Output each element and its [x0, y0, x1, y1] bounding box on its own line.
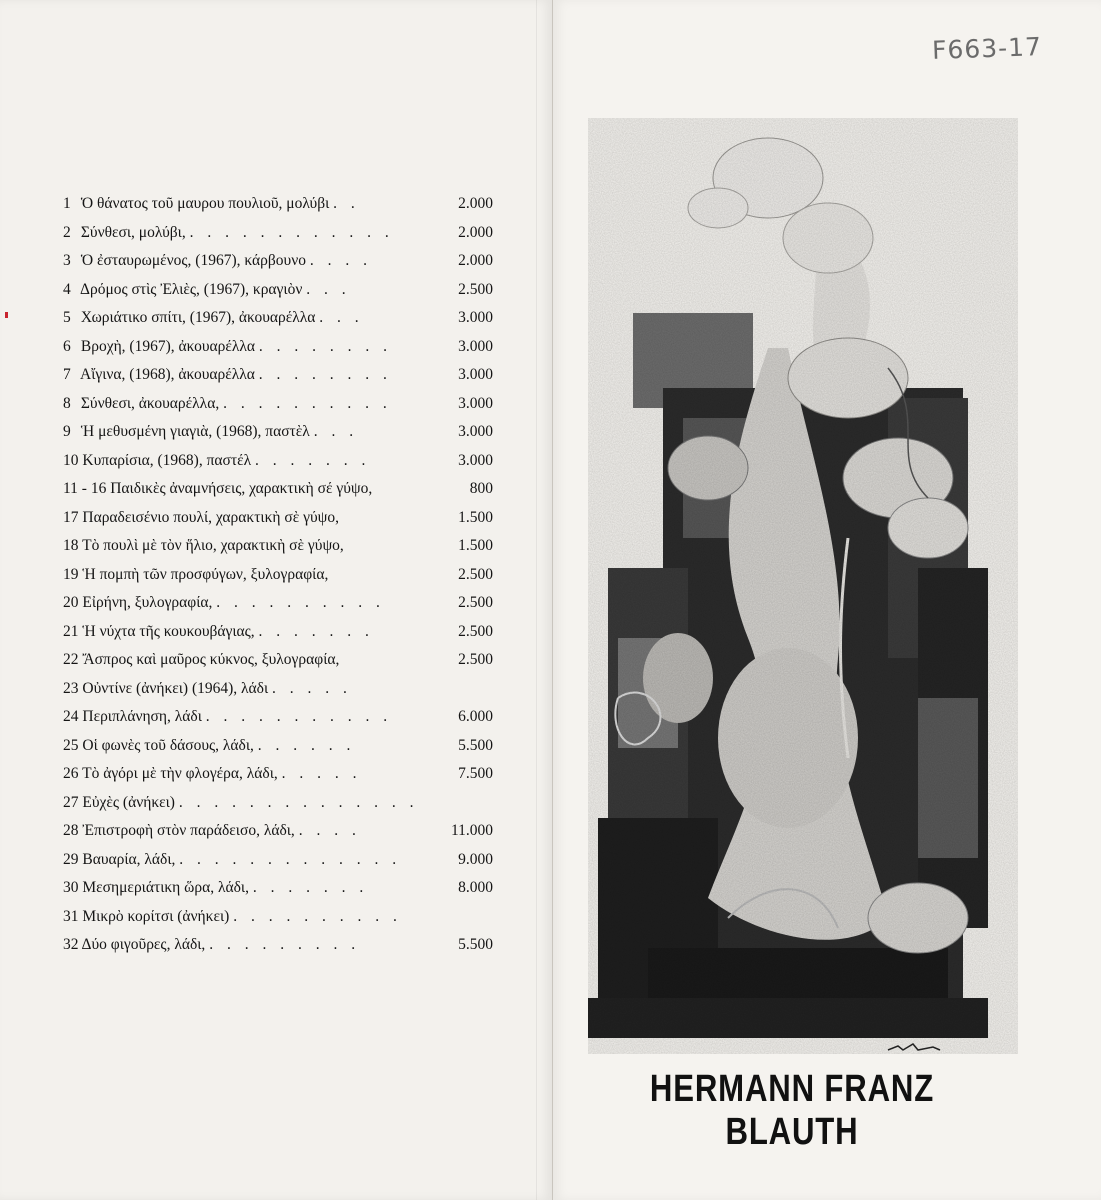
entry-title: Ἐπιστροφὴ στὸν παράδεισο, λάδι,	[82, 822, 295, 839]
entry-number: 25	[63, 736, 79, 754]
works-list	[63, 190, 493, 960]
entry-leader-dots: . . .	[306, 280, 351, 298]
entry-leader-dots: . . . . . . . .	[258, 366, 392, 383]
entry-price: 1.500	[458, 537, 493, 554]
catalog-entry	[63, 532, 493, 561]
entry-price: 3.000	[458, 451, 493, 469]
entry-leader-dots: . . . .	[309, 252, 372, 269]
entry-price: 8.000	[458, 879, 493, 896]
catalog-entry	[63, 247, 493, 276]
entry-title: Οὐντίνε (ἀνήκει) (1964), λάδι	[82, 679, 269, 697]
entry-title: Κυπαρίσια, (1968), παστέλ	[82, 451, 252, 469]
entry-title: Δρόμος στὶς Ἐλιὲς, (1967), κραγιὸν	[80, 280, 303, 298]
entry-number: 2	[63, 223, 71, 241]
entry-leader-dots: . . . . . . . . .	[209, 936, 361, 953]
entry-leader-dots: . . . . . . .	[258, 622, 374, 640]
catalog-entry	[63, 447, 493, 476]
entry-price: 2.500	[458, 280, 493, 298]
entry-title: Ὁ ἐσταυρωμένος, (1967), κάρβουνο	[80, 252, 306, 269]
entry-number: 10	[63, 451, 79, 469]
entry-title: Παραδεισένιο πουλί, χαρακτικὴ σὲ γύψο,	[82, 508, 339, 526]
entry-title: Σύνθεσι, μολύβι,	[80, 223, 186, 241]
entry-price: 2.500	[458, 594, 493, 611]
entry-price: 2.500	[458, 622, 493, 640]
entry-leader-dots: . . . . . . . . . .	[223, 394, 392, 412]
entry-number: 9	[63, 423, 71, 440]
entry-number: 19	[63, 565, 79, 583]
entry-number: 11 - 16	[63, 480, 107, 497]
entry-title: Περιπλάνηση, λάδι	[82, 708, 202, 725]
entry-leader-dots: . . . . . . . . . . . .	[189, 223, 394, 241]
entry-title: Ἄσπρος καὶ μαῦρος κύκνος, ξυλογραφία,	[82, 651, 340, 668]
catalog-entry	[63, 817, 493, 846]
entry-leader-dots: . . . . . . . . . . .	[205, 708, 393, 725]
entry-leader-dots: . . .	[313, 423, 359, 440]
catalog-entry	[63, 475, 493, 504]
entry-number: 4	[63, 280, 71, 298]
catalog-entry	[63, 418, 493, 447]
entry-leader-dots: . .	[333, 195, 360, 212]
entry-title: Ἡ νύχτα τῆς κουκουβάγιας,	[82, 622, 255, 640]
entry-title: Τὸ ἀγόρι μὲ τὴν φλογέρα, λάδι,	[82, 765, 278, 782]
archive-code: F663-17	[931, 32, 1043, 65]
entry-price: 3.000	[458, 309, 493, 326]
entry-title: Δύο φιγοῦρες, λάδι,	[81, 936, 206, 953]
entry-leader-dots: . . . . . . . . . .	[233, 907, 402, 925]
entry-number: 6	[63, 337, 71, 355]
entry-title: Μεσημεριάτικη ὥρα, λάδι,	[82, 879, 249, 896]
entry-price: 2.000	[458, 195, 493, 212]
entry-price: 800	[469, 480, 493, 497]
entry-number: 21	[63, 622, 79, 640]
entry-price: 5.500	[458, 936, 493, 953]
entry-leader-dots: . . . . .	[281, 765, 362, 782]
entry-title: Εὐχὲς (ἀνήκει)	[82, 793, 175, 811]
entry-leader-dots: . . . .	[298, 822, 361, 839]
catalog-entry	[63, 874, 493, 903]
cover-artwork	[588, 118, 1018, 1054]
entry-number: 5	[63, 309, 71, 326]
entry-price: 3.000	[458, 394, 493, 412]
catalog-entry	[63, 589, 493, 618]
entry-title: Σύνθεσι, ἀκουαρέλλα,	[80, 394, 220, 412]
entry-title: Βαυαρία, λάδι,	[82, 850, 176, 868]
catalog-entry	[63, 276, 493, 305]
entry-number: 28	[63, 822, 79, 839]
entry-title: Παιδικὲς ἀναμνήσεις, χαρακτικὴ σέ γύψο,	[110, 480, 373, 497]
entry-title: Τὸ πουλὶ μὲ τὸν ἥλιο, χαρακτικὴ σὲ γύψο,	[82, 537, 344, 554]
entry-leader-dots: . . . . . . . . . . . . .	[179, 850, 402, 868]
entry-price: 2.000	[458, 252, 493, 269]
left-panel-crease	[536, 0, 537, 1200]
catalog-entry	[63, 732, 493, 761]
entry-price: 9.000	[458, 850, 493, 868]
entry-title: Ὁ θάνατος τοῦ μαυρου πουλιοῦ, μολύβι	[80, 195, 330, 212]
entry-price: 2.000	[458, 223, 493, 241]
catalog-entry	[63, 561, 493, 590]
entry-leader-dots: . . .	[319, 309, 364, 326]
catalog-entry	[63, 760, 493, 789]
entry-price: 3.000	[458, 423, 493, 440]
catalog-entry	[63, 675, 493, 704]
catalog-entry	[63, 304, 493, 333]
entry-price: 3.000	[458, 337, 493, 355]
entry-number: 7	[63, 366, 71, 383]
catalog-entry	[63, 646, 493, 675]
entry-number: 30	[63, 879, 79, 896]
entry-number: 31	[63, 907, 79, 925]
entry-title: Ἡ μεθυσμένη γιαγιὰ, (1968), παστὲλ	[80, 423, 310, 440]
catalog-entry	[63, 190, 493, 219]
entry-price: 6.000	[458, 708, 493, 725]
entry-title: Βροχὴ, (1967), ἀκουαρέλλα	[80, 337, 256, 355]
entry-leader-dots: . . . . . . .	[252, 879, 369, 896]
entry-number: 22	[63, 651, 79, 668]
entry-number: 3	[63, 252, 71, 269]
catalog-entry	[63, 789, 493, 818]
entry-number: 29	[63, 850, 79, 868]
entry-price: 3.000	[458, 366, 493, 383]
catalog-entry	[63, 846, 493, 875]
entry-leader-dots: . . . . . . . . . . . . . .	[178, 793, 419, 811]
entry-number: 32	[63, 936, 79, 953]
entry-number: 27	[63, 793, 79, 811]
entry-title: Χωριάτικο σπίτι, (1967), ἀκουαρέλλα	[80, 309, 316, 326]
entry-title: Μικρὸ κορίτσι (ἀνήκει)	[82, 907, 230, 925]
catalog-entry	[63, 361, 493, 390]
entry-leader-dots: . . . . .	[272, 679, 352, 697]
catalog-entry	[63, 219, 493, 248]
entry-number: 20	[63, 594, 79, 611]
entry-price: 5.500	[458, 736, 493, 754]
catalog-entry	[63, 618, 493, 647]
catalog-entry	[63, 703, 493, 732]
entry-number: 17	[63, 508, 79, 526]
entry-title: Ἡ πομπὴ τῶν προσφύγων, ξυλογραφία,	[82, 565, 329, 583]
entry-leader-dots: . . . . . . .	[255, 451, 371, 469]
entry-price: 2.500	[458, 651, 493, 668]
entry-number: 23	[63, 679, 79, 697]
entry-title: Οἱ φωνὲς τοῦ δάσους, λάδι,	[82, 736, 254, 754]
artist-name: HERMANN FRANZ BLAUTH	[649, 1068, 935, 1153]
entry-number: 24	[63, 708, 79, 725]
entry-leader-dots: . . . . . .	[257, 736, 356, 754]
entry-number: 8	[63, 394, 71, 412]
entry-number: 18	[63, 537, 79, 554]
entry-number: 1	[63, 195, 71, 212]
entry-price: 1.500	[458, 508, 493, 526]
catalog-entry	[63, 390, 493, 419]
entry-price: 11.000	[450, 822, 493, 839]
catalog-entry	[63, 504, 493, 533]
entry-leader-dots: . . . . . . . .	[258, 337, 393, 355]
catalog-entry	[63, 903, 493, 932]
catalog-entry	[63, 333, 493, 362]
entry-title: Αἴγινα, (1968), ἀκουαρέλλα	[80, 366, 255, 383]
margin-mark	[5, 312, 8, 318]
entry-title: Εἰρήνη, ξυλογραφία,	[82, 594, 213, 611]
entry-price: 7.500	[458, 765, 493, 782]
catalog-entry	[63, 931, 493, 960]
entry-number: 26	[63, 765, 79, 782]
entry-leader-dots: . . . . . . . . . .	[216, 594, 385, 611]
entry-price: 2.500	[458, 565, 493, 583]
